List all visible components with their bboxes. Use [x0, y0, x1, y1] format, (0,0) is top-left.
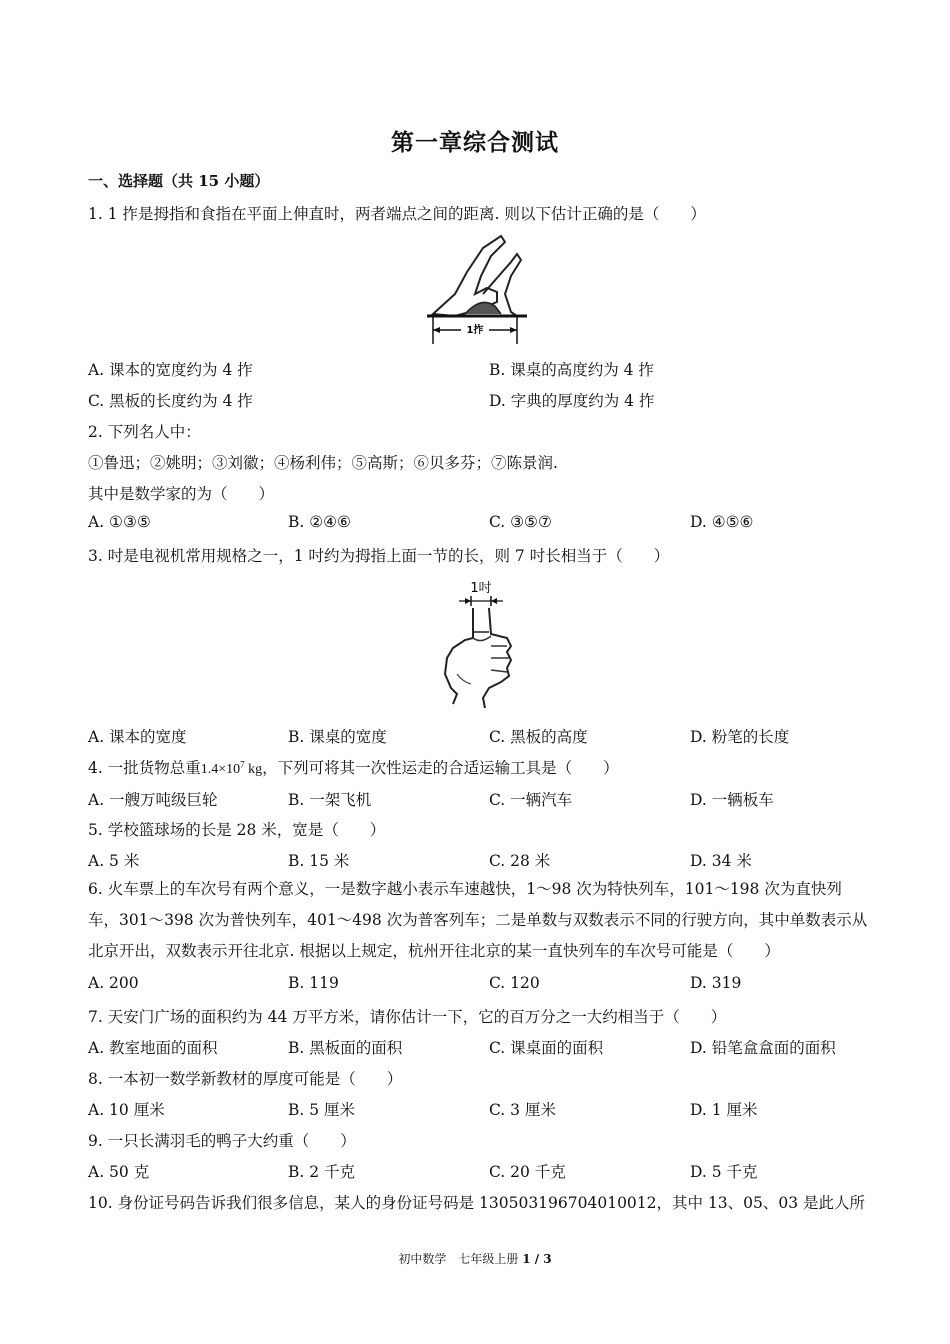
- q1-option-c: C. 黑板的长度约为 4 拃: [88, 392, 253, 410]
- q9-option-c: C. 20 千克: [489, 1163, 566, 1181]
- q6-option-a: A. 200: [88, 974, 139, 992]
- q3-option-b: B. 课桌的宽度: [288, 728, 387, 746]
- q9-option-a: A. 50 克: [88, 1163, 150, 1181]
- q5-option-b: B. 15 米: [288, 852, 350, 870]
- thumb-inch-label: 1吋: [470, 581, 492, 596]
- q5-option-c: C. 28 米: [489, 852, 551, 870]
- q8-option-c: C. 3 厘米: [489, 1101, 556, 1119]
- q1-option-a: A. 课本的宽度约为 4 拃: [88, 361, 253, 379]
- question-8-stem: 8. 一本初一数学新教材的厚度可能是（ ）: [88, 1070, 403, 1088]
- q4-stem-prefix: 4. 一批货物总重: [88, 759, 201, 777]
- q3-option-a: A. 课本的宽度: [88, 728, 187, 746]
- q3-option-c: C. 黑板的高度: [489, 728, 588, 746]
- q2-option-c: C. ③⑤⑦: [489, 513, 552, 531]
- question-2-list: ①鲁迅；②姚明；③刘徽；④杨利伟；⑤高斯；⑥贝多芬；⑦陈景润.: [88, 454, 558, 472]
- question-2-question: 其中是数学家的为（ ）: [88, 485, 275, 503]
- q9-option-d: D. 5 千克: [690, 1163, 758, 1181]
- page-number: 1 / 3: [522, 1252, 552, 1266]
- question-1-stem: 1. 1 拃是拇指和食指在平面上伸直时，两者端点之间的距离. 则以下估计正确的是（ ）: [88, 205, 706, 223]
- q2-option-b: B. ②④⑥: [288, 513, 351, 531]
- question-10-stem: 10. 身份证号码告诉我们很多信息，某人的身份证号码是 130503196704010012，其中 13、05、03 是此人所: [88, 1194, 866, 1212]
- q6-option-b: B. 119: [288, 974, 339, 992]
- q7-option-a: A. 教室地面的面积: [88, 1039, 218, 1057]
- hand-span-figure: [425, 232, 529, 348]
- q2-option-a: A. ①③⑤: [88, 513, 151, 531]
- q4-option-c: C. 一辆汽车: [489, 791, 573, 809]
- question-9-stem: 9. 一只长满羽毛的鸭子大约重（ ）: [88, 1132, 356, 1150]
- q4-option-b: B. 一架飞机: [288, 791, 372, 809]
- q1-option-b: B. 课桌的高度约为 4 拃: [489, 361, 654, 379]
- q1-option-d: D. 字典的厚度约为 4 拃: [489, 392, 655, 410]
- q5-option-d: D. 34 米: [690, 852, 752, 870]
- page-footer: [0, 1250, 950, 1267]
- q2-option-d: D. ④⑤⑥: [690, 513, 754, 531]
- q6-option-d: D. 319: [690, 974, 742, 992]
- question-6-stem: 6. 火车票上的车次号有两个意义，一是数字越小表示车速越快，1～98 次为特快列车，101～198 次为直快列车，301～398 次为普快列车，401～498 次为普客列车；二是单数与双数表示不同的行驶方向，其中单数表示从北京开出，双数表示开往北京. 根据以上规定，杭州开往北京的某一直快列车的车次号可能是（ ）: [88, 880, 868, 960]
- q3-option-d: D. 粉笔的长度: [690, 728, 790, 746]
- q8-option-d: D. 1 厘米: [690, 1101, 758, 1119]
- question-5-stem: 5. 学校篮球场的长是 28 米，宽是（ ）: [88, 821, 386, 839]
- q4-stem-suffix: ，下列可将其一次性运走的合适运输工具是（ ）: [262, 759, 619, 777]
- q7-option-d: D. 铅笔盒盒面的面积: [690, 1039, 836, 1057]
- q9-option-b: B. 2 千克: [288, 1163, 356, 1181]
- q8-option-a: A. 10 厘米: [88, 1101, 165, 1119]
- hand-span-label: 1拃: [466, 325, 484, 336]
- q4-option-d: D. 一辆板车: [690, 791, 774, 809]
- q4-option-a: A. 一艘万吨级巨轮: [88, 791, 218, 809]
- thumb-inch-figure: [437, 574, 515, 710]
- q8-option-b: B. 5 厘米: [288, 1101, 356, 1119]
- question-3-stem: 3. 吋是电视机常用规格之一，1 吋约为拇指上面一节的长，则 7 吋长相当于（ ）: [88, 547, 670, 565]
- q6-option-c: C. 120: [489, 974, 540, 992]
- q4-mass-value: $1.4\times 10^7$ kg: [200, 759, 263, 777]
- q7-option-c: C. 课桌面的面积: [489, 1039, 604, 1057]
- question-7-stem: 7. 天安门广场的面积约为 44 万平方米，请你估计一下，它的百万分之一大约相当于（ ）: [88, 1008, 727, 1026]
- q5-option-a: A. 5 米: [88, 852, 140, 870]
- section-heading: 一、选择题（共 15 小题）: [88, 172, 270, 190]
- question-2-stem: 2. 下列名人中：: [88, 423, 201, 441]
- footer-text: 初中数学 七年级上册: [398, 1252, 519, 1266]
- q7-option-b: B. 黑板面的面积: [288, 1039, 403, 1057]
- question-4-stem: [88, 756, 619, 778]
- page-title: 第一章综合测试: [391, 129, 559, 156]
